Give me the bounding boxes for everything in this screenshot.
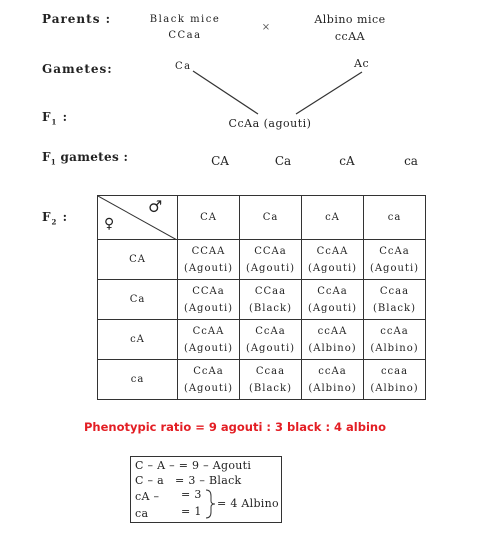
f1-label: $F_1$ : [42, 110, 69, 127]
cell-3-2: CcAa (Agouti) [240, 320, 302, 360]
cell-1-1: CCAA (Agouti) [178, 240, 240, 280]
gametes-label: Gametes: [42, 62, 113, 76]
cell-1-4: CcAa (Agouti) [364, 240, 426, 280]
punnett-row-2 [98, 280, 426, 320]
cell-2-2: CCaa (Black) [240, 280, 302, 320]
cell-1-2: CCAa (Agouti) [240, 240, 302, 280]
cell-3-1: CcAA (Agouti) [178, 320, 240, 360]
punnett-row-3 [98, 320, 426, 360]
cell-1-3: CcAA (Agouti) [302, 240, 364, 280]
cell-2-4: Ccaa (Black) [364, 280, 426, 320]
col-header-3: cA [302, 196, 364, 240]
male-icon: ♂ [148, 197, 164, 216]
cell-3-4: ccAa (Albino) [364, 320, 426, 360]
summary-agouti: C – A – = 9 – Agouti [135, 459, 252, 472]
punnett-row-4 [98, 360, 426, 400]
parents-label: Parents : [42, 12, 112, 26]
right-cross-line [296, 72, 362, 114]
cell-4-3: ccAa (Albino) [302, 360, 364, 400]
phenotypic-ratio: Phenotypic ratio = 9 agouti : 3 black : 4 albino [84, 420, 387, 434]
summary-ca-upper-left: cA – [135, 490, 160, 503]
summary-ca-lower-eq: = 1 [181, 505, 202, 518]
col-header-1: CA [178, 196, 240, 240]
female-icon: ♀ [104, 216, 116, 232]
cross-lines [0, 0, 477, 160]
col-header-2: Ca [240, 196, 302, 240]
row-header-1: CA [98, 240, 178, 280]
punnett-square [97, 195, 426, 400]
cell-2-3: CcAa (Agouti) [302, 280, 364, 320]
f1-gamete-2: Ca [274, 154, 292, 168]
f1-gamete-3: cA [339, 154, 355, 168]
summary-ca-lower-left: ca [135, 507, 149, 520]
cell-4-4: ccaa (Albino) [364, 360, 426, 400]
albino-brace [204, 489, 216, 519]
summary-albino-total: = 4 Albino [217, 497, 279, 510]
summary-ca-upper-eq: = 3 [181, 488, 202, 501]
punnett-row-1 [98, 240, 426, 280]
row-header-3: cA [98, 320, 178, 360]
summary-black-right: = 3 – Black [175, 474, 242, 487]
cross-symbol: × [261, 22, 271, 33]
parent-black-genotype: CCaa [168, 30, 202, 41]
summary-black-left: C – a [135, 474, 164, 487]
f1-gamete-1: CA [211, 154, 229, 168]
summary-box [130, 456, 282, 523]
f2-label: $F_2$ : [42, 210, 69, 227]
f1-gamete-4: ca [404, 154, 418, 168]
gamete-right: Ac [354, 57, 370, 70]
f1-gametes-label: $F_1$ gametes : [42, 150, 129, 167]
row-header-2: Ca [98, 280, 178, 320]
cell-2-1: CCAa (Agouti) [178, 280, 240, 320]
left-cross-line [193, 71, 258, 114]
f1-result: CcAa (agouti) [228, 117, 312, 130]
col-header-4: ca [364, 196, 426, 240]
parent-albino-name: Albino mice [314, 13, 386, 26]
cell-3-3: ccAA (Albino) [302, 320, 364, 360]
gamete-left: Ca [175, 61, 192, 72]
parent-albino-genotype: ccAA [334, 30, 366, 43]
cell-4-2: Ccaa (Black) [240, 360, 302, 400]
cell-4-1: CcAa (Agouti) [178, 360, 240, 400]
row-header-4: ca [98, 360, 178, 400]
parent-black-name: Black mice [149, 14, 221, 25]
punnett-corner [98, 196, 178, 240]
